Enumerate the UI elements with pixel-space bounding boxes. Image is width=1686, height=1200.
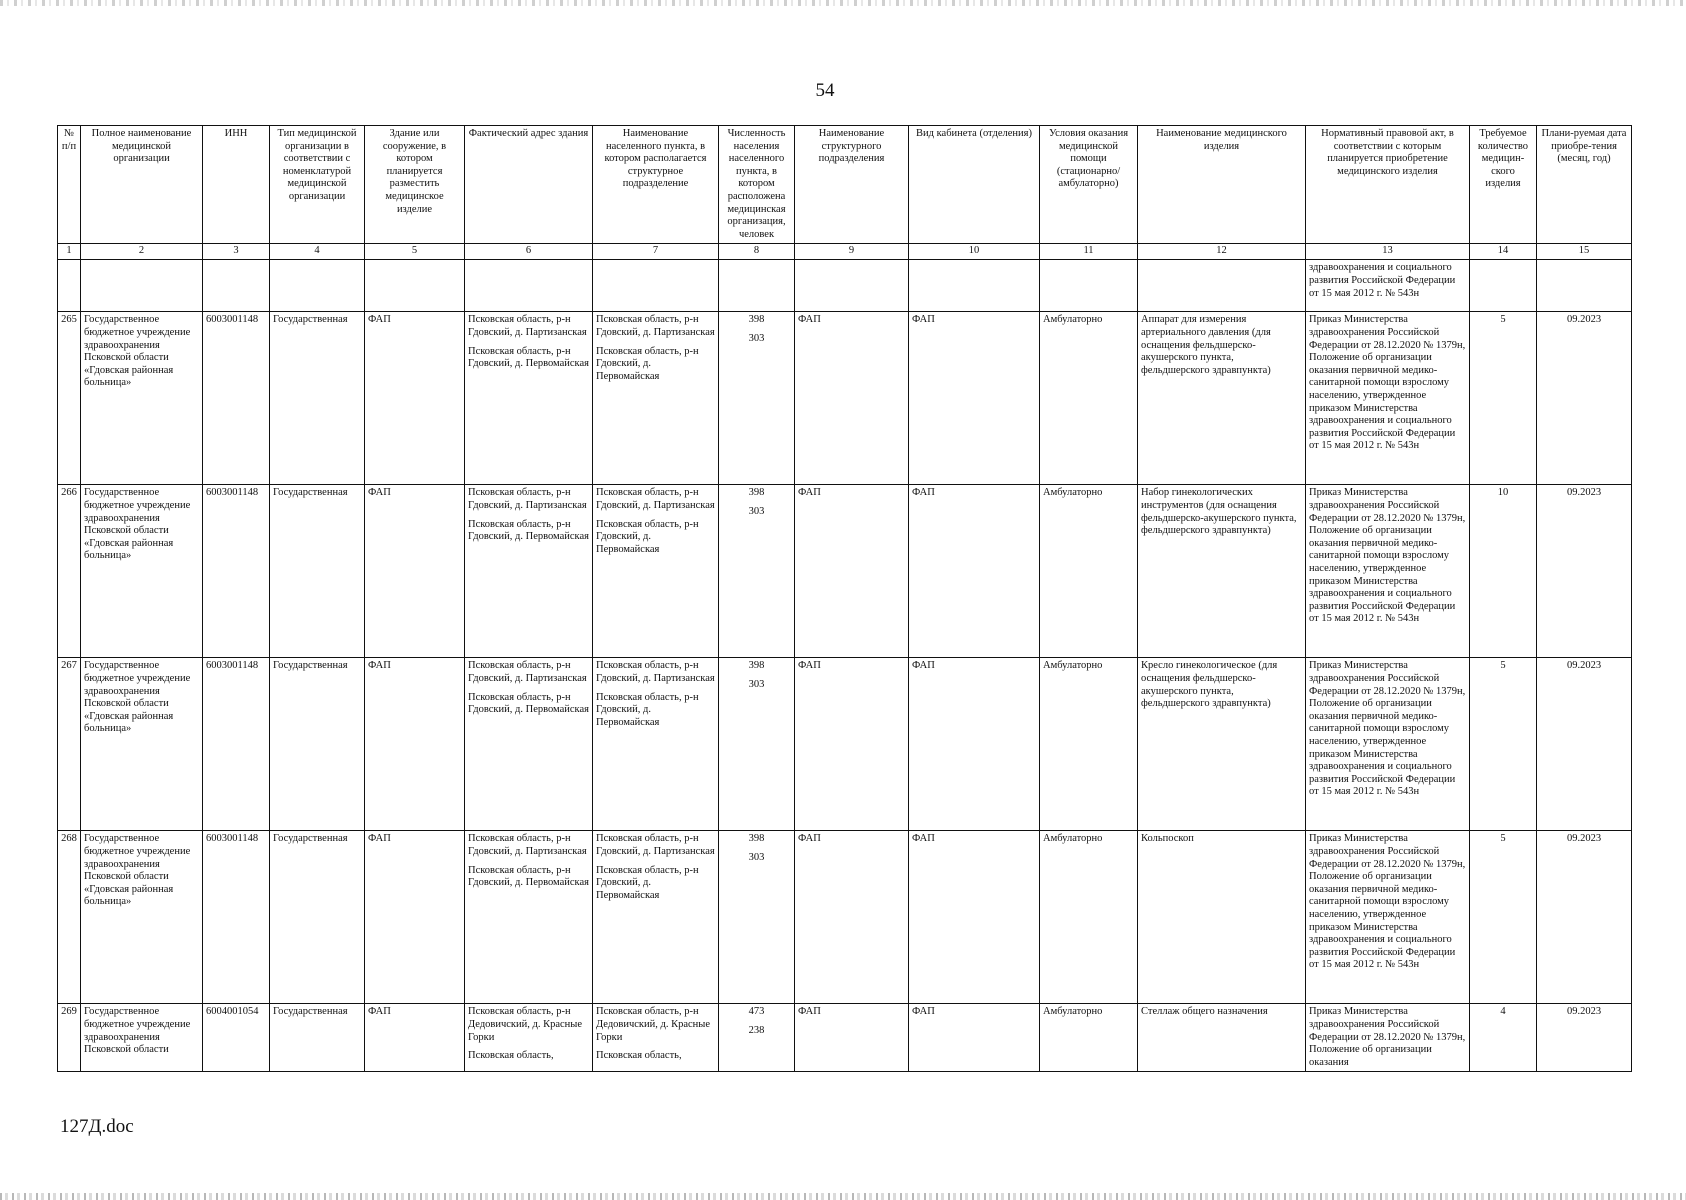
unit-cell: ФАП bbox=[795, 485, 909, 658]
population-cell-line: 398 bbox=[748, 833, 765, 845]
header-cell: Требуемое количество медицин-ского изделия bbox=[1470, 126, 1537, 244]
address-cell bbox=[465, 1004, 593, 1072]
settlement-cell-line: Псковская область, р-н Гдовский, д. Партизанская bbox=[596, 833, 715, 857]
settlement-cell-line: Псковская область, р-н Дедовичский, д. Красные Горки bbox=[596, 1006, 711, 1043]
settlement-cell bbox=[593, 831, 719, 1004]
quantity-cell: 5 bbox=[1470, 831, 1537, 1004]
column-number: 3 bbox=[203, 244, 270, 260]
address-cell-line: Псковская область, р-н Гдовский, д. Первомайская bbox=[468, 518, 589, 543]
population-cell-line: 303 bbox=[748, 505, 765, 517]
organization-type: Государственная bbox=[270, 1004, 365, 1072]
quantity-cell: 10 bbox=[1470, 485, 1537, 658]
conditions-cell: Амбулаторно bbox=[1040, 658, 1138, 831]
building-cell: ФАП bbox=[365, 1004, 465, 1072]
legal-act-cell: здравоохранения и социального развития Российской Федерации от 15 мая 2012 г. № 543н bbox=[1306, 260, 1470, 312]
population-cell-line: 303 bbox=[748, 332, 765, 344]
settlement-cell-line: Псковская область, р-н Гдовский, д. Первомайская bbox=[596, 345, 699, 382]
column-number: 1 bbox=[58, 244, 81, 260]
row-number: 269 bbox=[58, 1004, 81, 1072]
column-number: 14 bbox=[1470, 244, 1537, 260]
device-name: Кресло гинекологическое (для оснащения фельдшерско-акушерского пункта, фельдшерского здравпункта) bbox=[1138, 658, 1306, 831]
inn-cell: 6004001054 bbox=[203, 1004, 270, 1072]
organization-name: Государственное бюджетное учреждение здравоохранения Псковской области «Гдовская районная больница» bbox=[81, 312, 203, 485]
organization-name: Государственное бюджетное учреждение здравоохранения Псковской области «Гдовская районная больница» bbox=[81, 831, 203, 1004]
planned-date: 09.2023 bbox=[1537, 1004, 1632, 1072]
table-row bbox=[58, 312, 1632, 485]
building-cell: ФАП bbox=[365, 831, 465, 1004]
header-cell: Наименование медицинского изделия bbox=[1138, 126, 1306, 244]
device-name: Кольпоскоп bbox=[1138, 831, 1306, 1004]
column-number: 9 bbox=[795, 244, 909, 260]
settlement-cell bbox=[593, 1004, 719, 1072]
building-cell: ФАП bbox=[365, 485, 465, 658]
address-cell-line: Псковская область, bbox=[468, 1050, 554, 1062]
settlement-cell bbox=[593, 312, 719, 485]
planned-date: 09.2023 bbox=[1537, 312, 1632, 485]
equipment-table bbox=[57, 125, 1632, 1072]
quantity-cell: 5 bbox=[1470, 658, 1537, 831]
conditions-cell: Амбулаторно bbox=[1040, 831, 1138, 1004]
scan-edge-top bbox=[0, 0, 1686, 6]
population-cell-line: 303 bbox=[748, 851, 765, 863]
unit-cell: ФАП bbox=[795, 312, 909, 485]
settlement-cell-line: Псковская область, р-н Гдовский, д. Первомайская bbox=[596, 691, 699, 728]
population-cell-line: 398 bbox=[748, 660, 765, 672]
column-number-row bbox=[58, 244, 1632, 260]
organization-name: Государственное бюджетное учреждение здравоохранения Псковской области bbox=[81, 1004, 203, 1072]
row-number: 265 bbox=[58, 312, 81, 485]
organization-type: Государственная bbox=[270, 831, 365, 1004]
planned-date: 09.2023 bbox=[1537, 485, 1632, 658]
population-cell bbox=[719, 312, 795, 485]
conditions-cell: Амбулаторно bbox=[1040, 312, 1138, 485]
header-cell: Нормативный правовой акт, в соответствии с которым планируется приобретение медицинского изделия bbox=[1306, 126, 1470, 244]
continuation-row bbox=[58, 260, 1632, 312]
unit-cell: ФАП bbox=[795, 658, 909, 831]
device-name: Аппарат для измерения артериального давления (для оснащения фельдшерско-акушерского пункта, фельдшерского здравпункта) bbox=[1138, 312, 1306, 485]
address-cell-line: Псковская область, р-н Гдовский, д. Партизанская bbox=[468, 660, 587, 684]
population-cell-line: 473 bbox=[748, 1006, 765, 1018]
settlement-cell-line: Псковская область, р-н Гдовский, д. Партизанская bbox=[596, 487, 715, 511]
address-cell-line: Псковская область, р-н Дедовичский, д. Красные Горки bbox=[468, 1006, 583, 1043]
scan-edge-bottom bbox=[0, 1193, 1686, 1200]
column-number: 2 bbox=[81, 244, 203, 260]
header-cell: Наименование населенного пункта, в котором располагается структурное подразделение bbox=[593, 126, 719, 244]
legal-act-cell: Приказ Министерства здравоохранения Российской Федерации от 28.12.2020 № 1379н, Положение об организации оказания bbox=[1306, 1004, 1470, 1072]
column-number: 10 bbox=[909, 244, 1040, 260]
organization-name: Государственное бюджетное учреждение здравоохранения Псковской области «Гдовская районная больница» bbox=[81, 485, 203, 658]
settlement-cell-line: Псковская область, р-н Гдовский, д. Первомайская bbox=[596, 864, 699, 901]
address-cell-line: Псковская область, р-н Гдовский, д. Партизанская bbox=[468, 487, 587, 511]
inn-cell: 6003001148 bbox=[203, 658, 270, 831]
address-cell-line: Псковская область, р-н Гдовский, д. Первомайская bbox=[468, 345, 589, 370]
row-number: 267 bbox=[58, 658, 81, 831]
header-cell: ИНН bbox=[203, 126, 270, 244]
building-cell: ФАП bbox=[365, 658, 465, 831]
population-cell-line: 398 bbox=[748, 487, 765, 499]
organization-type: Государственная bbox=[270, 312, 365, 485]
column-number: 5 bbox=[365, 244, 465, 260]
address-cell bbox=[465, 658, 593, 831]
address-cell bbox=[465, 485, 593, 658]
header-cell: Фактический адрес здания bbox=[465, 126, 593, 244]
table-row bbox=[58, 658, 1632, 831]
settlement-cell-line: Псковская область, р-н Гдовский, д. Первомайская bbox=[596, 518, 699, 555]
cabinet-cell: ФАП bbox=[909, 1004, 1040, 1072]
settlement-cell bbox=[593, 658, 719, 831]
organization-type: Государственная bbox=[270, 658, 365, 831]
settlement-cell-line: Псковская область, р-н Гдовский, д. Партизанская bbox=[596, 314, 715, 338]
row-number: 268 bbox=[58, 831, 81, 1004]
building-cell: ФАП bbox=[365, 312, 465, 485]
population-cell bbox=[719, 658, 795, 831]
population-cell bbox=[719, 1004, 795, 1072]
planned-date: 09.2023 bbox=[1537, 831, 1632, 1004]
unit-cell: ФАП bbox=[795, 1004, 909, 1072]
address-cell bbox=[465, 312, 593, 485]
table-row bbox=[58, 485, 1632, 658]
population-cell bbox=[719, 485, 795, 658]
column-number: 15 bbox=[1537, 244, 1632, 260]
page-number: 54 bbox=[815, 80, 835, 101]
column-number: 7 bbox=[593, 244, 719, 260]
header-cell: Наименование структурного подразделения bbox=[795, 126, 909, 244]
device-name: Стеллаж общего назначения bbox=[1138, 1004, 1306, 1072]
header-cell: Здание или сооружение, в котором планируется разместить медицинское изделие bbox=[365, 126, 465, 244]
settlement-cell bbox=[593, 485, 719, 658]
column-number: 4 bbox=[270, 244, 365, 260]
legal-act-cell: Приказ Министерства здравоохранения Российской Федерации от 28.12.2020 № 1379н, Положение об организации оказания первичной медико-санитарной помощи взрослому населению, утвержденное приказом Министерства здравоохранения и социального развития Российской Федерации от 15 мая 2012 г. № 543н bbox=[1306, 312, 1470, 485]
quantity-cell: 5 bbox=[1470, 312, 1537, 485]
inn-cell: 6003001148 bbox=[203, 312, 270, 485]
column-number: 11 bbox=[1040, 244, 1138, 260]
header-row bbox=[58, 126, 1632, 244]
device-name: Набор гинекологических инструментов (для оснащения фельдшерско-акушерского пункта, фельдшерского здравпункта) bbox=[1138, 485, 1306, 658]
legal-act-cell: Приказ Министерства здравоохранения Российской Федерации от 28.12.2020 № 1379н, Положение об организации оказания первичной медико-санитарной помощи взрослому населению, утвержденное приказом Министерства здравоохранения и социального развития Российской Федерации от 15 мая 2012 г. № 543н bbox=[1306, 831, 1470, 1004]
population-cell-line: 238 bbox=[748, 1024, 765, 1036]
population-cell bbox=[719, 831, 795, 1004]
cabinet-cell: ФАП bbox=[909, 485, 1040, 658]
population-cell-line: 303 bbox=[748, 678, 765, 690]
address-cell-line: Псковская область, р-н Гдовский, д. Партизанская bbox=[468, 833, 587, 857]
organization-type: Государственная bbox=[270, 485, 365, 658]
address-cell bbox=[465, 831, 593, 1004]
table-row bbox=[58, 1004, 1632, 1072]
cabinet-cell: ФАП bbox=[909, 658, 1040, 831]
table-row bbox=[58, 831, 1632, 1004]
column-number: 12 bbox=[1138, 244, 1306, 260]
conditions-cell: Амбулаторно bbox=[1040, 485, 1138, 658]
conditions-cell: Амбулаторно bbox=[1040, 1004, 1138, 1072]
header-cell: № п/п bbox=[58, 126, 81, 244]
header-cell: Численность населения населенного пункта, в котором расположена медицинская организация, человек bbox=[719, 126, 795, 244]
header-cell: Тип медицинской организации в соответствии с номенклатурой медицинской организации bbox=[270, 126, 365, 244]
inn-cell: 6003001148 bbox=[203, 831, 270, 1004]
population-cell-line: 398 bbox=[748, 314, 765, 326]
legal-act-cell: Приказ Министерства здравоохранения Российской Федерации от 28.12.2020 № 1379н, Положение об организации оказания первичной медико-санитарной помощи взрослому населению, утвержденное приказом Министерства здравоохранения и социального развития Российской Федерации от 15 мая 2012 г. № 543н bbox=[1306, 485, 1470, 658]
address-cell-line: Псковская область, р-н Гдовский, д. Первомайская bbox=[468, 691, 589, 716]
column-number: 6 bbox=[465, 244, 593, 260]
row-number: 266 bbox=[58, 485, 81, 658]
file-name: 127Д.doc bbox=[60, 1116, 134, 1137]
header-cell: Полное наименование медицинской организации bbox=[81, 126, 203, 244]
address-cell-line: Псковская область, р-н Гдовский, д. Первомайская bbox=[468, 864, 589, 889]
column-number: 13 bbox=[1306, 244, 1470, 260]
planned-date: 09.2023 bbox=[1537, 658, 1632, 831]
settlement-cell-line: Псковская область, р-н Гдовский, д. Партизанская bbox=[596, 660, 715, 684]
unit-cell: ФАП bbox=[795, 831, 909, 1004]
header-cell: Плани-руемая дата приобре-тения (месяц, год) bbox=[1537, 126, 1632, 244]
header-cell: Условия оказания медицинской помощи (стационарно/ амбулаторно) bbox=[1040, 126, 1138, 244]
legal-act-cell: Приказ Министерства здравоохранения Российской Федерации от 28.12.2020 № 1379н, Положение об организации оказания первичной медико-санитарной помощи взрослому населению, утвержденное приказом Министерства здравоохранения и социального развития Российской Федерации от 15 мая 2012 г. № 543н bbox=[1306, 658, 1470, 831]
settlement-cell-line: Псковская область, bbox=[596, 1050, 682, 1062]
inn-cell: 6003001148 bbox=[203, 485, 270, 658]
cabinet-cell: ФАП bbox=[909, 312, 1040, 485]
column-number: 8 bbox=[719, 244, 795, 260]
quantity-cell: 4 bbox=[1470, 1004, 1537, 1072]
cabinet-cell: ФАП bbox=[909, 831, 1040, 1004]
header-cell: Вид кабинета (отделения) bbox=[909, 126, 1040, 244]
address-cell-line: Псковская область, р-н Гдовский, д. Партизанская bbox=[468, 314, 587, 338]
organization-name: Государственное бюджетное учреждение здравоохранения Псковской области «Гдовская районная больница» bbox=[81, 658, 203, 831]
